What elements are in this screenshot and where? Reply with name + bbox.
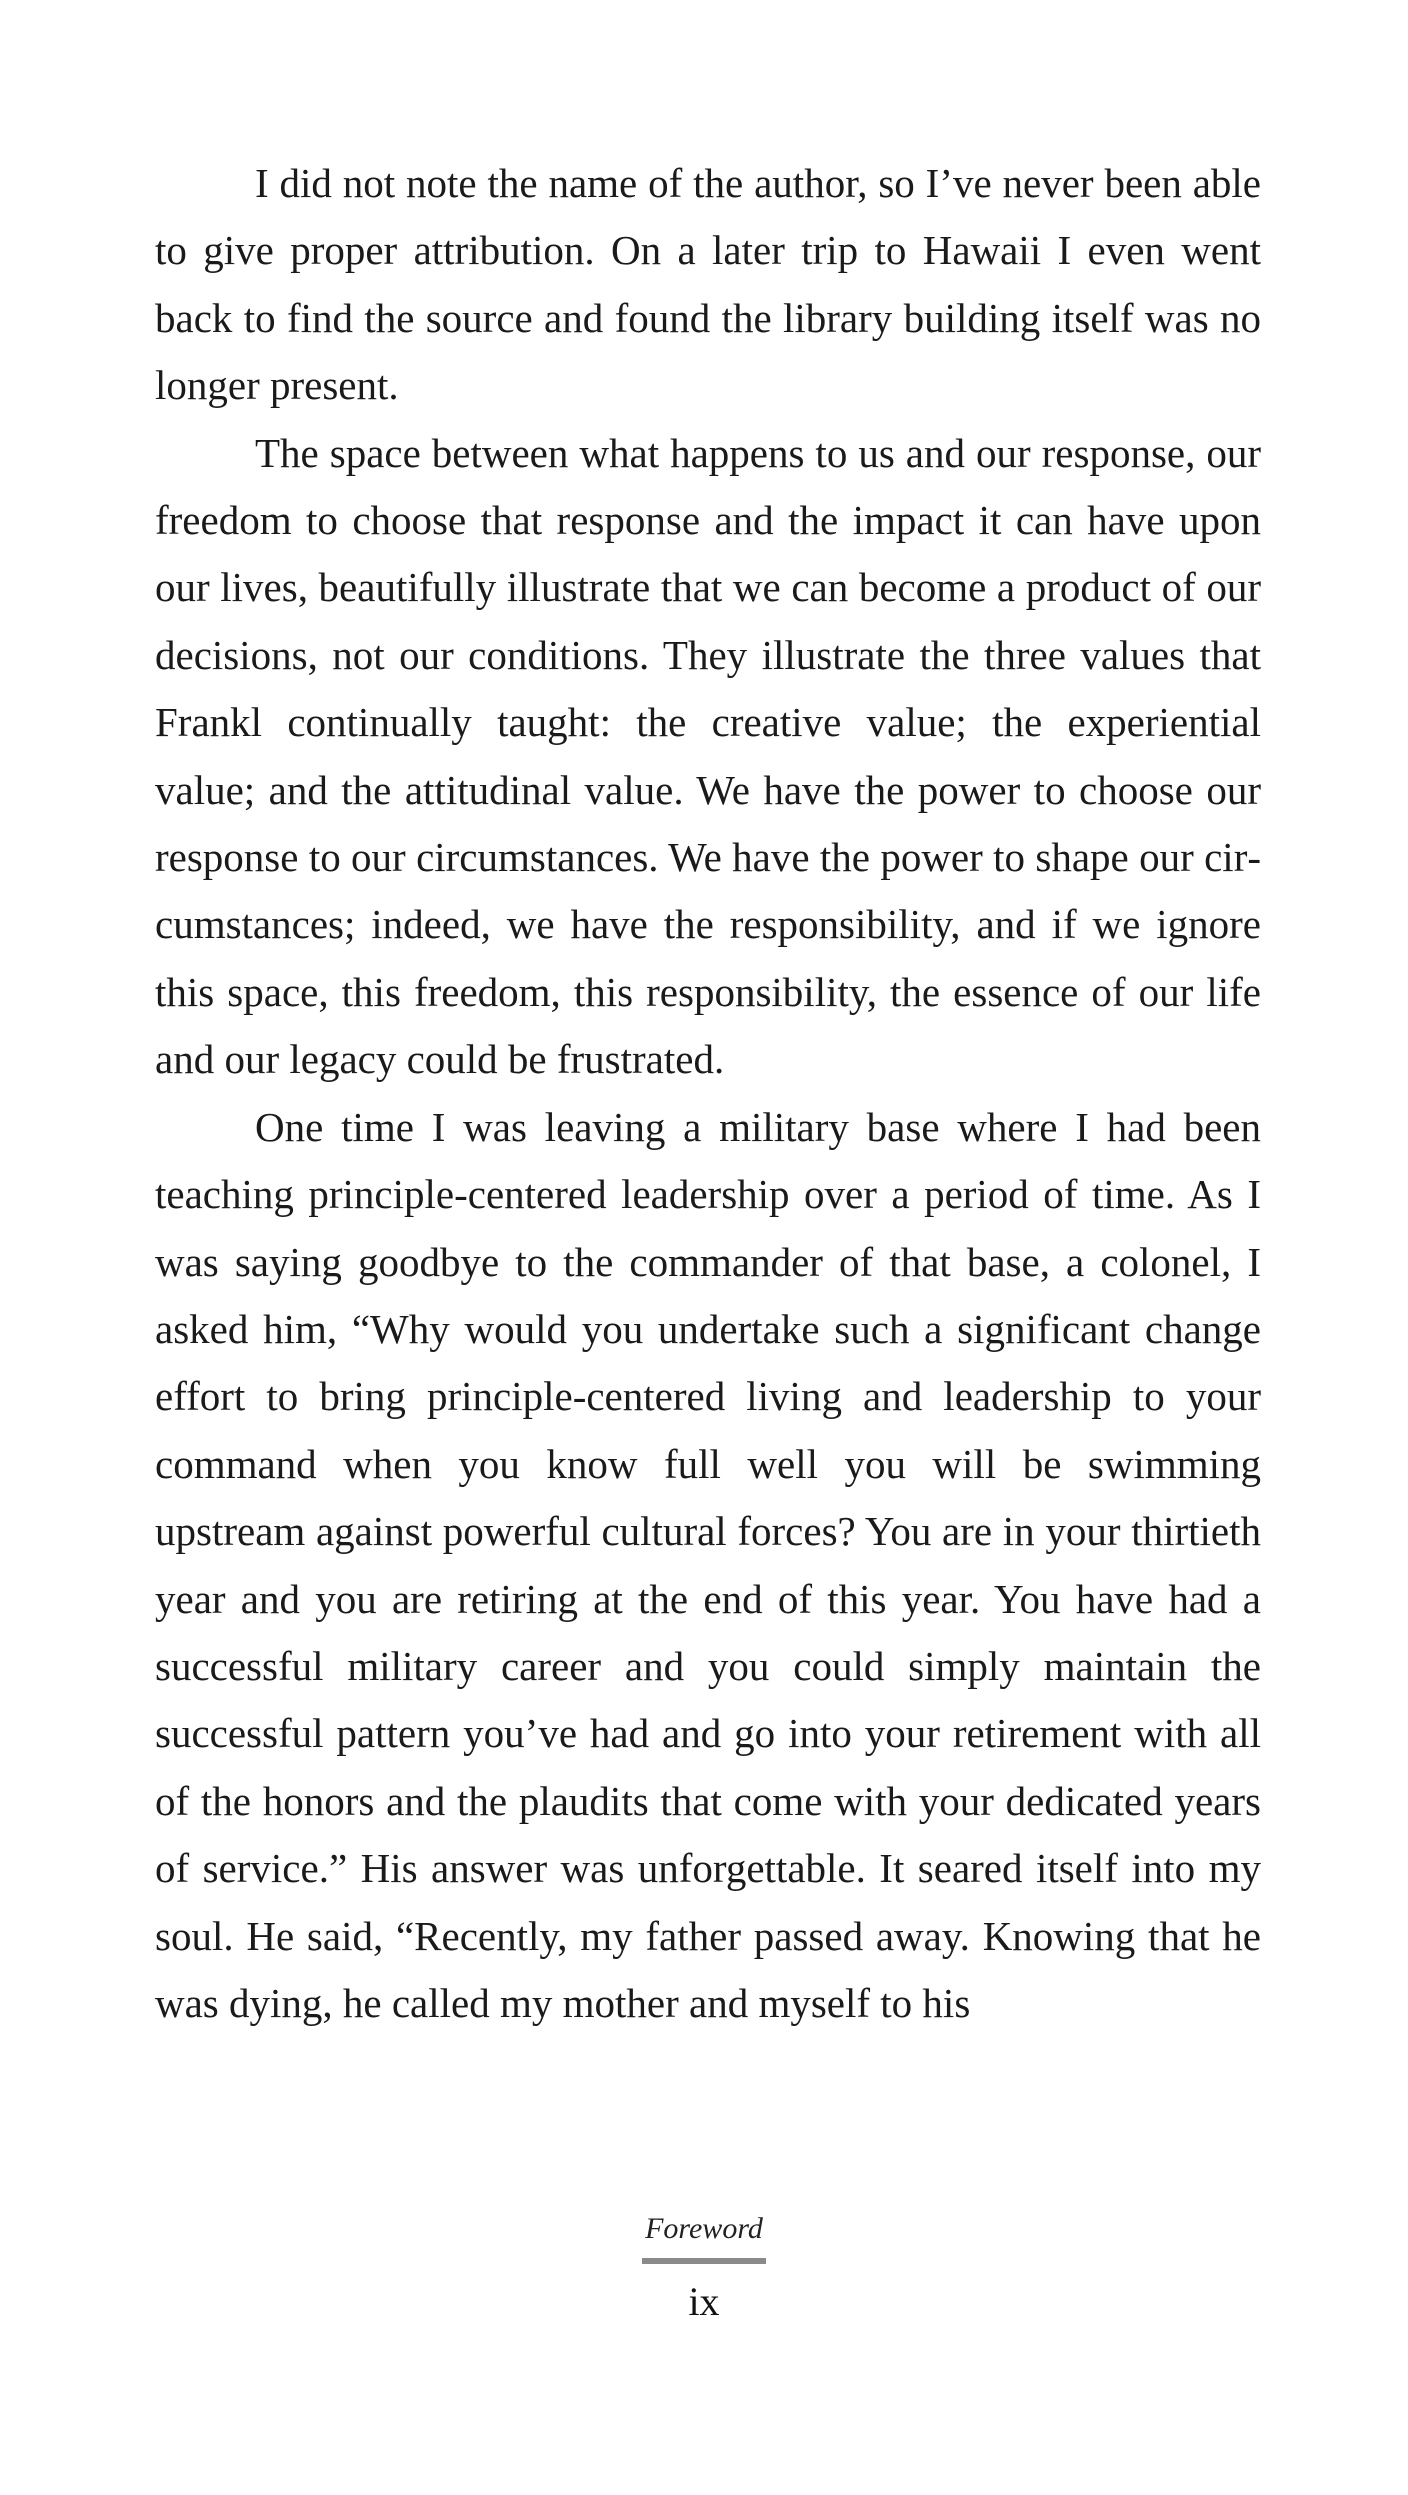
page-number: ix	[688, 2279, 720, 2324]
paragraph-military-base: One time I was leaving a military base where I had been teaching principle-centered leadership over a period of time. As I was saying goodbye to the commander of that base, a colonel, I asked him, “Why would you undertake such a significant change effort to bring principle-centered living and leadership to your command when you know full well you will be swimming upstream against powerful cultural forces? You are in your thirtieth year and you are retiring at the end of this year. You have had a successful military career and you could simply maintain the successful pattern you’ve had and go into your retirement with all of the honors and the plaudits that come with your dedicated years of service.” His answer was unforgettable. It seared itself into my soul. He said, “Recently, my father passed away. Knowing that he was dying, he called my mother and myself to his	[155, 1103, 1261, 2026]
footer-divider	[642, 2258, 766, 2264]
paragraph-attribution: I did not note the name of the author, so I’ve never been able to give proper attribution. On a later trip to Hawaii I even went back to find the source and found the library building itself was no longer present.	[155, 160, 1261, 409]
page-footer	[0, 2210, 1408, 2326]
running-footer-label: Foreword	[645, 2212, 763, 2245]
paragraph-space-between: The space between what happens to us and our response, our freedom to choose that response and the impact it can have upon our lives, beautifully illustrate that we can become a product of our decisions, not our conditions. They illustrate the three values that Frankl continually taught: the creative value; the experiential value; and the attitudinal value. We have the power to choose our response to our circumstances. We have the power to shape our circumstances; indeed, we have the responsibility, and if we ignore this space, this freedom, this responsibility, the essence of our life and our legacy could be frustrated.	[155, 429, 1261, 1083]
page-body	[155, 150, 1261, 2037]
